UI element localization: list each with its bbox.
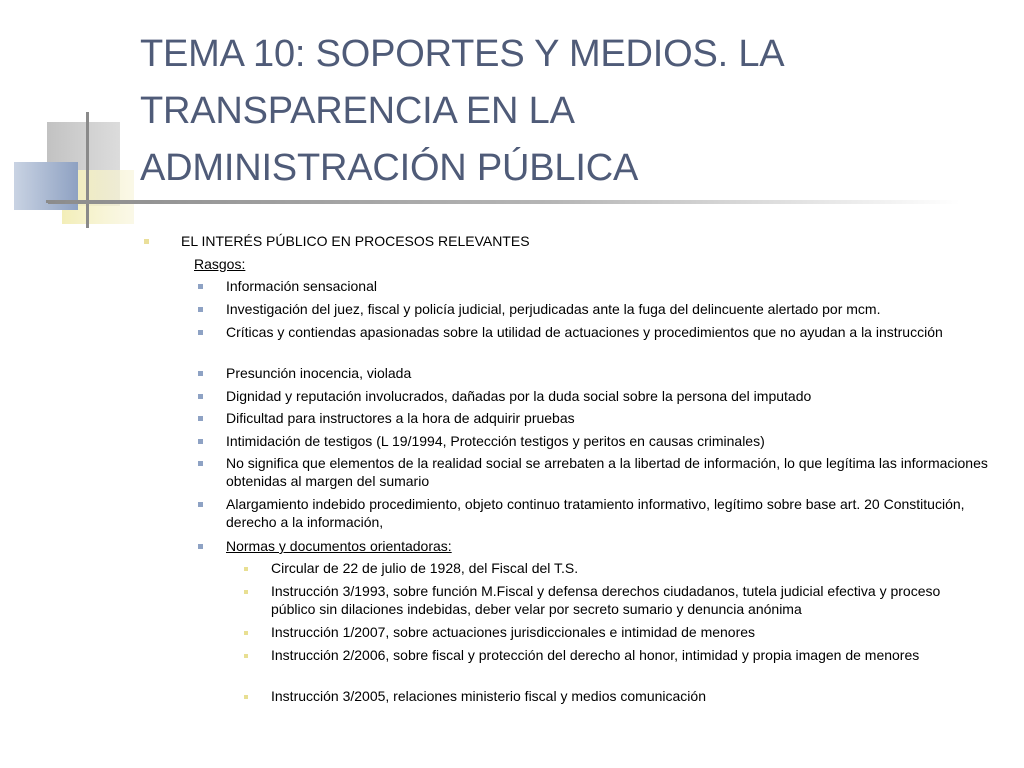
rasgos-label: Rasgos: xyxy=(194,256,246,272)
list-item-text: Instrucción 2/2006, sobre fiscal y protección del derecho al honor, intimidad y propia imagen de menores xyxy=(271,647,920,663)
list-item xyxy=(226,454,988,490)
list-item-heading xyxy=(181,232,1001,250)
bullet-square-icon xyxy=(198,307,203,312)
list-item xyxy=(226,277,986,295)
bullet-square-icon xyxy=(198,371,203,376)
bullet-square-icon xyxy=(198,416,203,421)
slide-title-line: TRANSPARENCIA EN LA xyxy=(140,90,575,132)
bullet-square-icon xyxy=(244,567,248,571)
slide-title xyxy=(140,26,1000,197)
bullet-square-icon xyxy=(244,695,248,699)
list-item-normas xyxy=(226,537,452,555)
bullet-square-icon xyxy=(198,461,203,466)
bullet-square-icon xyxy=(198,439,203,444)
list-item-norma xyxy=(271,559,981,577)
list-item-text: Circular de 22 de julio de 1928, del Fiscal del T.S. xyxy=(271,560,579,576)
bullet-square-icon xyxy=(198,330,203,335)
list-item-text: No significa que elementos de la realidad social se arrebaten a la libertad de información, lo que legítima las informaciones obtenidas al margen del sumario xyxy=(226,455,988,489)
title-divider xyxy=(48,200,960,204)
list-item xyxy=(226,300,986,318)
list-item-text: Dificultad para instructores a la hora de adquirir pruebas xyxy=(226,410,575,426)
bullet-square-icon xyxy=(244,590,248,594)
list-item-text: Instrucción 3/2005, relaciones ministerio fiscal y medios comunicación xyxy=(271,688,706,704)
list-item-text: Presunción inocencia, violada xyxy=(226,365,412,381)
bullet-square-icon xyxy=(144,239,149,244)
list-item-text: Información sensacional xyxy=(226,278,377,294)
list-item xyxy=(226,387,986,405)
list-item-text: Instrucción 1/2007, sobre actuaciones jurisdiccionales e intimidad de menores xyxy=(271,624,756,640)
list-item-norma xyxy=(271,646,976,664)
bullet-square-icon xyxy=(198,502,203,507)
bullet-square-icon xyxy=(198,394,203,399)
decorative-squares xyxy=(0,0,140,240)
list-item xyxy=(226,432,986,450)
list-item-norma xyxy=(271,582,971,618)
slide-title-line: TEMA 10: SOPORTES Y MEDIOS. LA xyxy=(140,33,785,75)
section-heading: EL INTERÉS PÚBLICO EN PROCESOS RELEVANTES xyxy=(181,233,530,249)
list-item-norma xyxy=(271,623,981,641)
list-item xyxy=(226,364,986,382)
bullet-square-icon xyxy=(244,631,248,635)
list-item-text: Instrucción 3/1993, sobre función M.Fiscal y defensa derechos ciudadanos, tutela judicial efectiva y proceso público sin dilaciones indebidas, deber velar por secreto sumario y denuncia anónima xyxy=(271,583,941,617)
list-item xyxy=(226,323,961,341)
list-item xyxy=(226,495,981,531)
bullet-square-icon xyxy=(198,544,203,549)
bullet-square-icon xyxy=(244,654,248,658)
list-item-text: Intimidación de testigos (L 19/1994, Protección testigos y peritos en causas criminales) xyxy=(226,433,765,449)
slide-title-line: ADMINISTRACIÓN PÚBLICA xyxy=(140,147,639,189)
normas-label: Normas y documentos orientadoras: xyxy=(226,538,452,554)
list-item-text: Dignidad y reputación involucrados, dañadas por la duda social sobre la persona del imputado xyxy=(226,388,812,404)
list-item-text: Alargamiento indebido procedimiento, objeto continuo tratamiento informativo, legítimo sobre base art. 20 Constitución, derecho a la información, xyxy=(226,496,965,530)
list-item-text: Investigación del juez, fiscal y policía judicial, perjudicadas ante la fuga del delincuente alertado por mcm. xyxy=(226,301,881,317)
bullet-square-icon xyxy=(198,284,203,289)
list-item-norma xyxy=(271,687,981,705)
deco-vertical-line xyxy=(86,112,89,228)
list-item xyxy=(226,409,986,427)
list-item-text: Críticas y contiendas apasionadas sobre la utilidad de actuaciones y procedimientos que no ayudan a la instrucción xyxy=(226,324,943,340)
